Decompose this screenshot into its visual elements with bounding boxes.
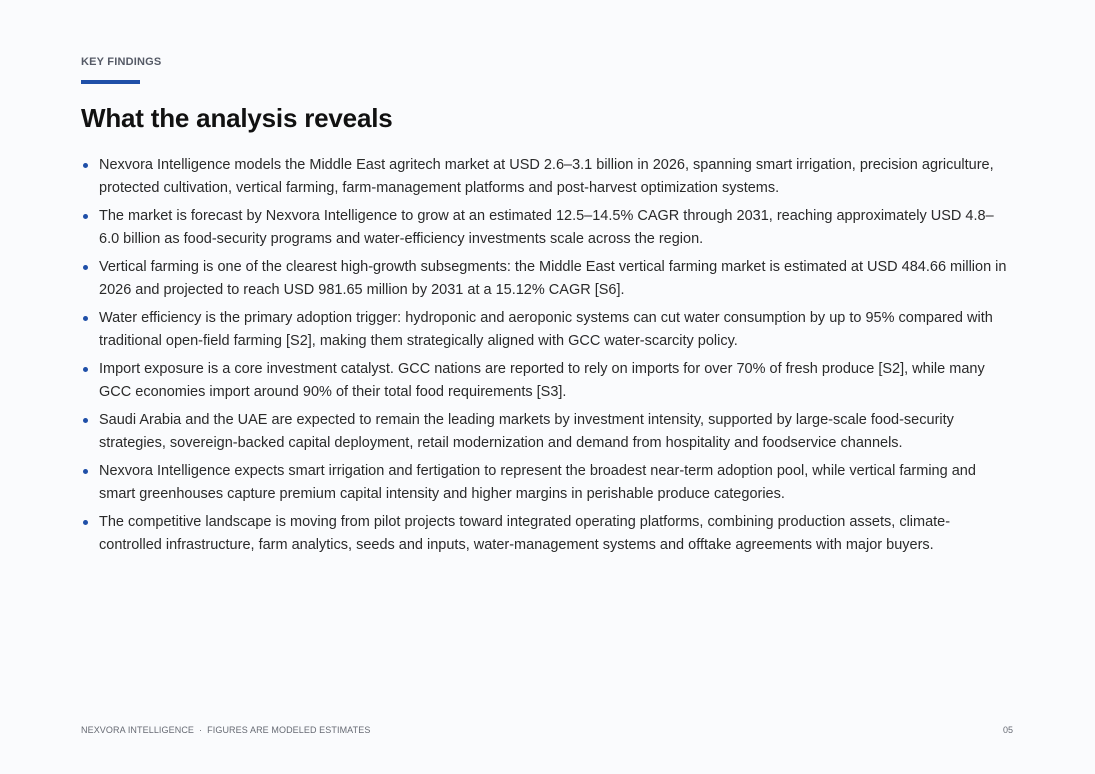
finding-item [81,307,1011,352]
footer-separator: · [199,725,203,735]
bullet-dot-icon [83,520,88,525]
bullet-dot-icon [83,418,88,423]
bullet-dot-icon [83,214,88,219]
finding-item [81,358,1011,403]
bullet-dot-icon [83,367,88,372]
finding-item [81,154,1011,199]
accent-bar [81,80,140,84]
finding-text: Saudi Arabia and the UAE are expected to remain the leading markets by investment intensity, supported by large-scale food-security strategies, sovereign-backed capital deployment, retail modernization and demand from hospitality and foodservice channels. [99,412,954,451]
finding-text: The market is forecast by Nexvora Intelligence to grow at an estimated 12.5–14.5% CAGR through 2031, reaching approximately USD 4.8–6.0 billion as food-security programs and water-efficiency investments scale across the region. [99,208,994,247]
footer-note: FIGURES ARE MODELED ESTIMATES [207,725,371,735]
eyebrow-label: KEY FINDINGS [81,56,162,68]
bullet-dot-icon [83,316,88,321]
finding-text: Import exposure is a core investment catalyst. GCC nations are reported to rely on imports for over 70% of fresh produce [S2], while many GCC economies import around 90% of their total food requirements [S3]. [99,361,985,400]
bullet-dot-icon [83,469,88,474]
footer-brand: NEXVORA INTELLIGENCE [81,725,195,735]
finding-item [81,205,1011,250]
finding-item [81,460,1011,505]
bullet-dot-icon [83,163,88,168]
finding-text: Vertical farming is one of the clearest high-growth subsegments: the Middle East vertical farming market is estimated at USD 484.66 million in 2026 and projected to reach USD 981.65 million by 2031 at a 15.12% CAGR [S6]. [99,259,1007,298]
finding-item [81,256,1011,301]
finding-item [81,409,1011,454]
finding-item [81,511,1011,556]
finding-text: The competitive landscape is moving from pilot projects toward integrated operating platforms, combining production assets, climate-controlled infrastructure, farm analytics, seeds and inputs, water-management systems and offtake agreements with major buyers. [99,514,951,553]
finding-text: Water efficiency is the primary adoption trigger: hydroponic and aeroponic systems can cut water consumption by up to 95% compared with traditional open-field farming [S2], making them strategically aligned with GCC water-scarcity policy. [99,310,993,349]
bullet-dot-icon [83,265,88,270]
finding-text: Nexvora Intelligence models the Middle East agritech market at USD 2.6–3.1 billion in 2026, spanning smart irrigation, precision agriculture, protected cultivation, vertical farming, farm-management platforms and post-harvest optimization systems. [99,157,994,196]
page-number: 05 [1002,725,1013,735]
page-title: What the analysis reveals [81,103,393,133]
findings-list [81,154,1011,562]
footer-source [81,725,370,735]
finding-text: Nexvora Intelligence expects smart irrigation and fertigation to represent the broadest near-term adoption pool, while vertical farming and smart greenhouses capture premium capital intensity and higher margins in perishable produce categories. [99,463,976,502]
